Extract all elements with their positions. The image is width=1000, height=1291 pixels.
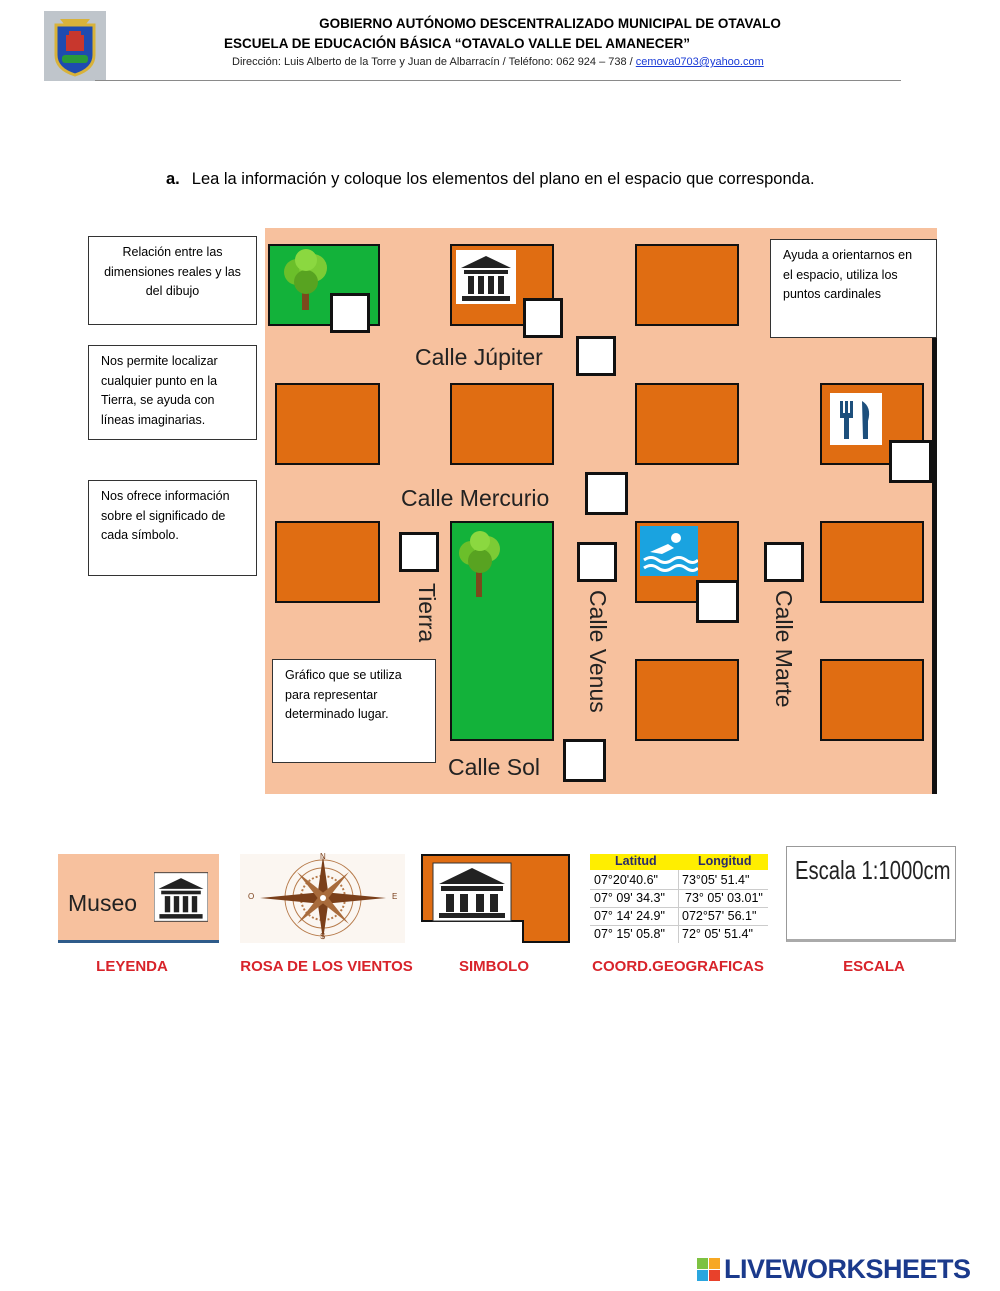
museum-block-symbol bbox=[421, 854, 570, 943]
coord-lon: 73°05' 51.4" bbox=[682, 873, 750, 887]
block bbox=[635, 659, 739, 741]
coord-lon: 072°57' 56.1" bbox=[682, 909, 757, 923]
definition-leyenda[interactable]: Nos ofrece información sobre el significado de cada símbolo. bbox=[88, 480, 257, 576]
block bbox=[635, 383, 739, 465]
definition-coordenadas[interactable]: Nos permite localizar cualquier punto en la Tierra, se ayuda con líneas imaginarias. bbox=[88, 345, 257, 440]
park-block-center bbox=[450, 521, 554, 741]
compass-rose-icon bbox=[240, 854, 405, 943]
drop-box[interactable] bbox=[330, 293, 370, 333]
card-simbolo[interactable] bbox=[421, 854, 570, 943]
liveworksheets-brand: LIVEWORKSHEETS bbox=[724, 1254, 971, 1284]
coord-lat: 07°20'40.6" bbox=[594, 873, 658, 887]
drop-box[interactable] bbox=[523, 298, 563, 338]
label-coord: COORD.GEOGRAFICAS bbox=[592, 958, 764, 975]
card-escala[interactable] bbox=[786, 846, 956, 942]
coord-lon: 72° 05' 51.4" bbox=[682, 927, 753, 941]
label-rosa: ROSA DE LOS VIENTOS bbox=[240, 958, 413, 975]
museum-icon bbox=[154, 868, 208, 926]
street-sol: Calle Sol bbox=[448, 754, 541, 780]
restaurant-icon bbox=[830, 393, 882, 445]
compass-west: O bbox=[248, 892, 255, 901]
header-divider bbox=[95, 80, 901, 81]
definition-escala[interactable]: Relación entre las dimensiones reales y las del dibujo bbox=[88, 236, 257, 325]
label-simbolo: SIMBOLO bbox=[459, 958, 529, 975]
drop-box[interactable] bbox=[577, 542, 617, 582]
drop-box[interactable] bbox=[576, 336, 616, 376]
street-tierra: Tierra bbox=[414, 583, 440, 643]
street-marte: Calle Marte bbox=[771, 590, 797, 708]
street-venus: Calle Venus bbox=[585, 590, 611, 713]
coord-gridline bbox=[590, 907, 768, 908]
label-leyenda: LEYENDA bbox=[96, 958, 168, 975]
scale-text: Escala 1:1000cm bbox=[795, 855, 951, 885]
coord-lon: 73° 05' 03.01" bbox=[685, 891, 763, 905]
header-address bbox=[232, 56, 764, 68]
drop-box[interactable] bbox=[563, 739, 606, 782]
school-logo bbox=[44, 11, 106, 81]
tree-icon bbox=[282, 248, 330, 312]
tree-icon bbox=[456, 529, 504, 599]
map-border-right bbox=[932, 338, 937, 794]
block bbox=[275, 521, 380, 603]
drop-box[interactable] bbox=[889, 440, 932, 483]
liveworksheets-logo-icon bbox=[697, 1258, 721, 1282]
definition-simbolo[interactable]: Gráfico que se utiliza para representar determinado lugar. bbox=[272, 659, 436, 763]
coord-gridline bbox=[678, 870, 679, 943]
museum-icon bbox=[456, 250, 516, 304]
compass-south: S bbox=[320, 932, 326, 941]
block bbox=[275, 383, 380, 465]
compass-east: E bbox=[392, 892, 398, 901]
instruction-text: Lea la información y coloque los elementos del plano en el espacio que corresponda. bbox=[191, 170, 815, 188]
coord-gridline bbox=[590, 889, 768, 890]
block bbox=[820, 659, 924, 741]
legend-museo-text: Museo bbox=[68, 890, 138, 916]
label-escala: ESCALA bbox=[843, 958, 905, 975]
instruction bbox=[166, 170, 815, 189]
definition-rosa[interactable]: Ayuda a orientarnos en el espacio, utiliza los puntos cardinales bbox=[770, 239, 937, 338]
block bbox=[450, 383, 554, 465]
header-line-1: GOBIERNO AUTÓNOMO DESCENTRALIZADO MUNICIPAL DE OTAVALO bbox=[319, 16, 781, 31]
email-link[interactable]: cemova0703@yahoo.com bbox=[635, 56, 764, 68]
swimming-pool-icon bbox=[640, 526, 698, 576]
coord-gridline bbox=[590, 925, 768, 926]
compass-north: N bbox=[320, 852, 326, 861]
drop-box[interactable] bbox=[585, 472, 628, 515]
drop-box[interactable] bbox=[696, 580, 739, 623]
card-rosa-vientos[interactable] bbox=[240, 854, 405, 943]
street-jupiter: Calle Júpiter bbox=[415, 344, 543, 370]
card-coordenadas[interactable] bbox=[590, 854, 768, 943]
street-mercurio: Calle Mercurio bbox=[401, 485, 550, 511]
header-line-2: ESCUELA DE EDUCACIÓN BÁSICA “OTAVALO VALLE DEL AMANECER” bbox=[224, 36, 691, 51]
coord-lat: 07° 14' 24.9" bbox=[594, 909, 665, 923]
coord-header-lat: Latitud bbox=[615, 854, 657, 868]
coord-lat: 07° 09' 34.3" bbox=[594, 891, 665, 905]
coord-header-lon: Longitud bbox=[698, 854, 752, 868]
drop-box[interactable] bbox=[399, 532, 439, 572]
card-leyenda[interactable] bbox=[58, 854, 219, 943]
block bbox=[635, 244, 739, 326]
instruction-letter: a. bbox=[166, 170, 180, 188]
coord-lat: 07° 15' 05.8" bbox=[594, 927, 665, 941]
drop-box[interactable] bbox=[764, 542, 804, 582]
block bbox=[820, 521, 924, 603]
address-text: Dirección: Luis Alberto de la Torre y Juan de Albarracín / Teléfono: 062 924 – 738 / bbox=[232, 56, 636, 68]
